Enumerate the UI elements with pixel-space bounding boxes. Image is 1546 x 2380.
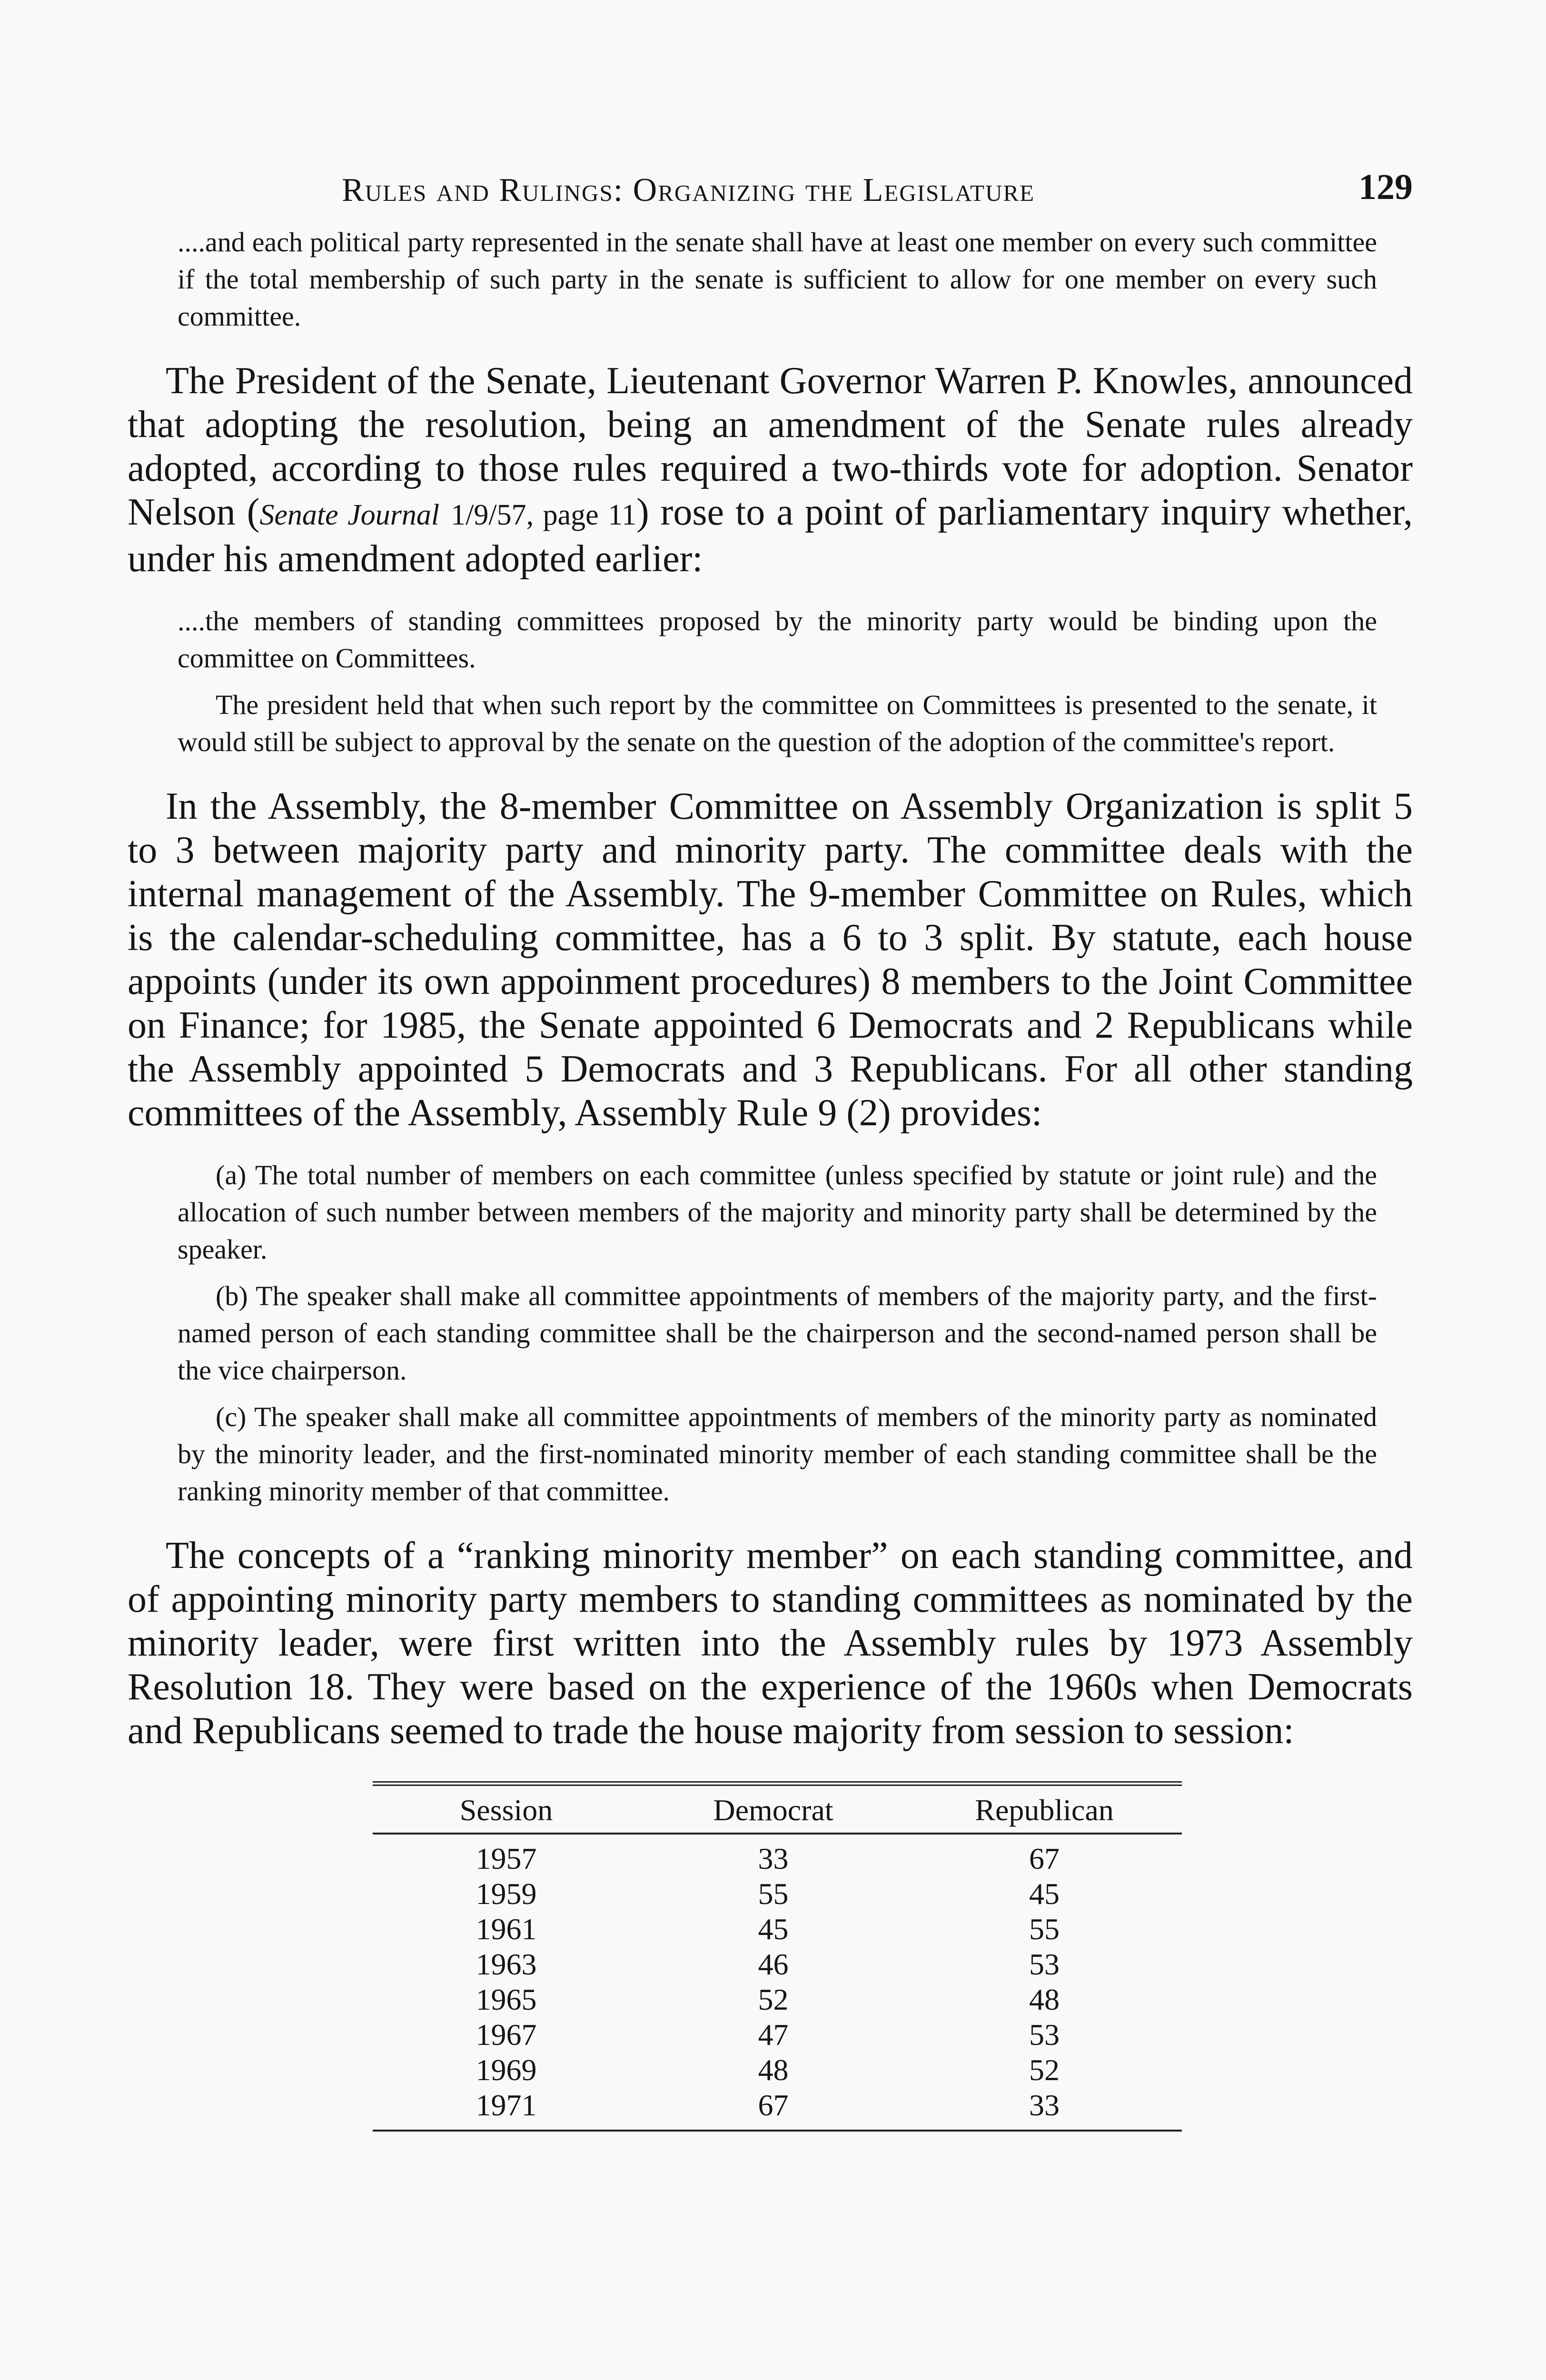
cell-republican: 45 [1029, 1877, 1060, 1911]
cell-republican: 33 [907, 2088, 1182, 2131]
rule-item: (b) The speaker shall make all committee appointments of members of the majority party, and the first-named person of each standing committee shall be the chairperson and the second-named person shall be the vice chairperson. [178, 1280, 1377, 1386]
quote-paragraph: ....the members of standing committees proposed by the minority party would be binding upon the committee on Committees. [178, 605, 1377, 674]
cell-democrat: 33 [758, 1842, 789, 1875]
cell-session: 1967 [476, 2018, 537, 2052]
table-row [373, 2088, 1182, 2131]
cell-session: 1959 [476, 1877, 537, 1911]
quote-paragraph: ....and each political party represented in the senate shall have at least one member on every such committee if the total membership of such party in the senate is sufficient to allow for one member on every such committee. [178, 227, 1377, 332]
journal-citation-title: Senate Journal [259, 499, 440, 531]
column-header-session: Session [373, 1784, 640, 1834]
running-header [128, 157, 1413, 214]
cell-democrat: 48 [758, 2053, 789, 2087]
cell-republican: 67 [1029, 1842, 1060, 1875]
page-number: 129 [1358, 167, 1413, 207]
column-header-democrat: Democrat [640, 1784, 907, 1834]
cell-democrat: 45 [758, 1912, 789, 1946]
cell-republican: 48 [1029, 1983, 1060, 2016]
cell-session: 1971 [373, 2088, 640, 2131]
quote-inquiry [178, 603, 1377, 761]
cell-democrat: 46 [758, 1947, 789, 1981]
paragraph-senate-president [128, 359, 1413, 581]
cell-session: 1969 [476, 2053, 537, 2087]
cell-democrat: 47 [758, 2018, 789, 2052]
cell-republican: 55 [1029, 1912, 1060, 1946]
paragraph-text: The President of the Senate, Lieutenant Governor Warren P. Knowles, announced that adopting the resolution, being an amendment of the Senate rules already adopted, according to those rules required a two-thirds vote for adoption. Senator Nelson ( [128, 360, 1413, 533]
journal-citation-detail: 1/9/57, page 11 [451, 499, 636, 531]
rule-item: (c) The speaker shall make all committee appointments of members of the minority party as nominated by the minority leader, and the first-nominated minority member of each standing committee shall be the ranking minority member of that committee. [178, 1401, 1377, 1507]
cell-session: 1965 [476, 1983, 537, 2016]
cell-democrat: 55 [758, 1877, 789, 1911]
cell-session: 1961 [476, 1912, 537, 1946]
cell-republican: 52 [1029, 2053, 1060, 2087]
cell-session: 1963 [476, 1947, 537, 1981]
document-page [128, 157, 1413, 2132]
table-header-row [373, 1784, 1182, 1834]
paragraph-text-continued: ) rose to a point of parliamentary inquiry whether, under his amendment adopted earlier: [128, 491, 1413, 580]
paragraph-text: The concepts of a “ranking minority member” on each standing committee, and of appointing minority party members to standing committees as nominated by the minority leader, were first written into the Assembly rules by 1973 Assembly Resolution 18. They were based on the experience of the 1960s when Democrats and Republicans seemed to trade the house majority from session to session: [128, 1535, 1413, 1752]
cell-republican: 53 [1029, 1947, 1060, 1981]
table-row [373, 1876, 1182, 1912]
paragraph-ranking-minority [128, 1534, 1413, 1753]
table-row [373, 1912, 1182, 1947]
cell-republican: 53 [1029, 2018, 1060, 2052]
table-row [373, 2053, 1182, 2088]
running-title: Rules and Rulings: Organizing the Legislature [342, 172, 1035, 208]
table-row [373, 1834, 1182, 1876]
cell-session: 1957 [476, 1842, 537, 1875]
quote-senate-rule [178, 224, 1377, 335]
column-header-republican: Republican [907, 1784, 1182, 1834]
table-row [373, 2017, 1182, 2053]
quote-assembly-rule [178, 1157, 1377, 1510]
table-row [373, 1947, 1182, 1982]
cell-democrat: 67 [640, 2088, 907, 2131]
cell-democrat: 52 [758, 1983, 789, 2016]
rule-item: (a) The total number of members on each committee (unless specified by statute or joint rule) and the allocation of such number between members of the majority and minority party shall be determined by the speaker. [178, 1160, 1377, 1265]
table-row [373, 1982, 1182, 2017]
session-majority-table [373, 1781, 1182, 2132]
quote-paragraph: The president held that when such report by the committee on Committees is presented to the senate, it would still be subject to approval by the senate on the question of the adoption of the committee's report. [178, 689, 1377, 757]
paragraph-assembly-committees [128, 784, 1413, 1135]
paragraph-text: In the Assembly, the 8-member Committee on Assembly Organization is split 5 to 3 between majority party and minority party. The committee deals with the internal management of the Assembly. The 9-member Committee on Rules, which is the calendar-scheduling committee, has a 6 to 3 split. By statute, each house appoints (under its own appoinment procedures) 8 members to the Joint Committee on Finance; for 1985, the Senate appointed 6 Democrats and 2 Republicans while the Assembly appointed 5 Democrats and 3 Republicans. For all other standing committees of the Assembly, Assembly Rule 9 (2) provides: [128, 785, 1413, 1134]
